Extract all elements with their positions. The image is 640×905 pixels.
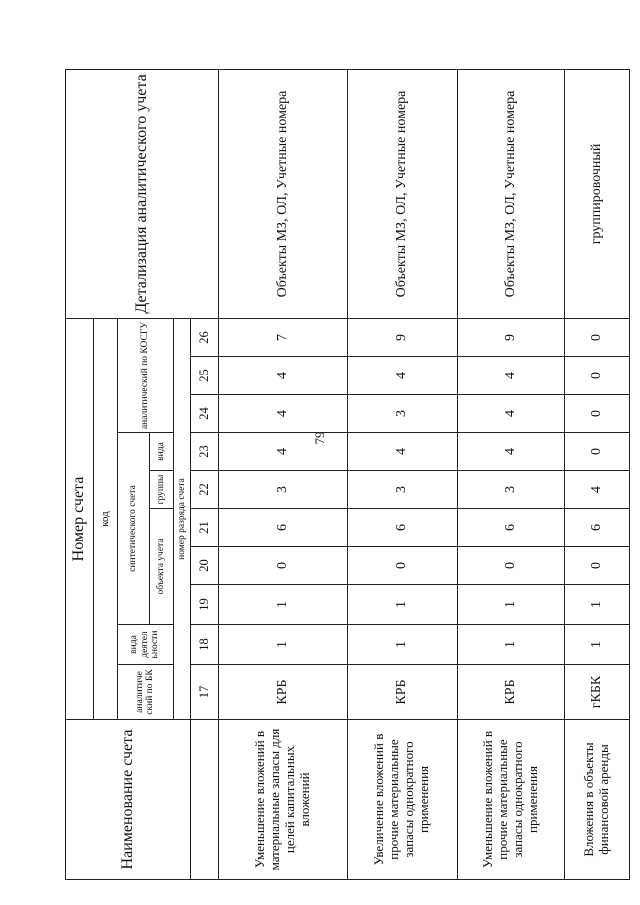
- row-value: 1: [218, 585, 347, 625]
- row-value: 0: [565, 433, 630, 471]
- row-value: 6: [457, 509, 565, 547]
- row-value: 9: [347, 318, 457, 356]
- row-value: 3: [347, 471, 457, 509]
- row-value: 4: [347, 357, 457, 395]
- accounts-table: [65, 69, 630, 880]
- row-value: КРБ: [218, 665, 347, 720]
- row-value: 1: [347, 585, 457, 625]
- row-detail: Объекты МЗ, ОЛ, Учетные номера: [347, 69, 457, 318]
- row-value: 0: [347, 547, 457, 585]
- row-value: КРБ: [457, 665, 565, 720]
- row-value: 1: [565, 625, 630, 665]
- digit-25: 25: [190, 357, 218, 395]
- header-group: группы: [149, 471, 173, 509]
- row-value: 0: [565, 547, 630, 585]
- row-value: 4: [457, 395, 565, 433]
- header-code: код: [93, 318, 117, 719]
- table-row: [218, 69, 347, 879]
- row-value: 3: [347, 395, 457, 433]
- row-value: 7: [218, 318, 347, 356]
- row-value: 3: [457, 471, 565, 509]
- table-row: [565, 69, 630, 879]
- header-accounting-object: объекта учета: [149, 509, 173, 625]
- digit-23: 23: [190, 433, 218, 471]
- row-value: 6: [347, 509, 457, 547]
- row-name: Вложения в объекты финансовой аренды: [565, 720, 630, 880]
- header-analytics-detail: Детализация аналитического учета: [66, 69, 219, 318]
- row-detail: Объекты МЗ, ОЛ, Учетные номера: [457, 69, 565, 318]
- row-value: 6: [565, 509, 630, 547]
- row-value: КРБ: [347, 665, 457, 720]
- header-account-number: Номер счета: [66, 318, 94, 719]
- rotated-table-container: [65, 70, 630, 880]
- row-value: 0: [565, 318, 630, 356]
- row-name: Увеличение вложений в прочие материальные запасы однократного применения: [347, 720, 457, 880]
- header-analytic-bk: аналитиче ский по БК: [117, 665, 173, 720]
- row-value: 0: [218, 547, 347, 585]
- row-value: 4: [457, 433, 565, 471]
- row-value: 1: [218, 625, 347, 665]
- header-activity-type: вида деятел ьности: [117, 625, 173, 665]
- row-value: 9: [457, 318, 565, 356]
- digit-20: 20: [190, 547, 218, 585]
- table-row: [457, 69, 565, 879]
- row-value: 0: [565, 357, 630, 395]
- digit-19: 19: [190, 585, 218, 625]
- header-analytic-kosgu: аналитический по КОСГУ: [117, 318, 173, 432]
- header-name-spacer: [190, 720, 218, 880]
- row-value: 4: [347, 433, 457, 471]
- row-value: 1: [565, 585, 630, 625]
- header-synthetic: синтетического счета: [117, 433, 149, 625]
- page-number: 79: [312, 431, 327, 445]
- header-digit-number: номер разряда счета: [173, 318, 190, 719]
- row-detail: группировочный: [565, 69, 630, 318]
- row-value: 1: [347, 625, 457, 665]
- row-name: Уменьшение вложений в материальные запасы для целей капитальных вложений: [218, 720, 347, 880]
- row-name: Уменьшение вложений в прочие материальные запасы однократного применения: [457, 720, 565, 880]
- row-value: 0: [565, 395, 630, 433]
- digit-21: 21: [190, 509, 218, 547]
- row-detail: Объекты МЗ, ОЛ, Учетные номера: [218, 69, 347, 318]
- digit-22: 22: [190, 471, 218, 509]
- digit-24: 24: [190, 395, 218, 433]
- row-value: 4: [457, 357, 565, 395]
- row-value: 1: [457, 585, 565, 625]
- digit-18: 18: [190, 625, 218, 665]
- row-value: 6: [218, 509, 347, 547]
- header-account-name: Наименование счета: [66, 720, 191, 880]
- row-value: 3: [218, 471, 347, 509]
- row-value: гКБК: [565, 665, 630, 720]
- row-value: 4: [218, 433, 347, 471]
- row-value: 4: [218, 395, 347, 433]
- digit-26: 26: [190, 318, 218, 356]
- row-value: 0: [457, 547, 565, 585]
- header-kind: вида: [149, 433, 173, 471]
- row-value: 4: [218, 357, 347, 395]
- row-value: 1: [457, 625, 565, 665]
- table-row: [347, 69, 457, 879]
- digit-17: 17: [190, 665, 218, 720]
- row-value: 4: [565, 471, 630, 509]
